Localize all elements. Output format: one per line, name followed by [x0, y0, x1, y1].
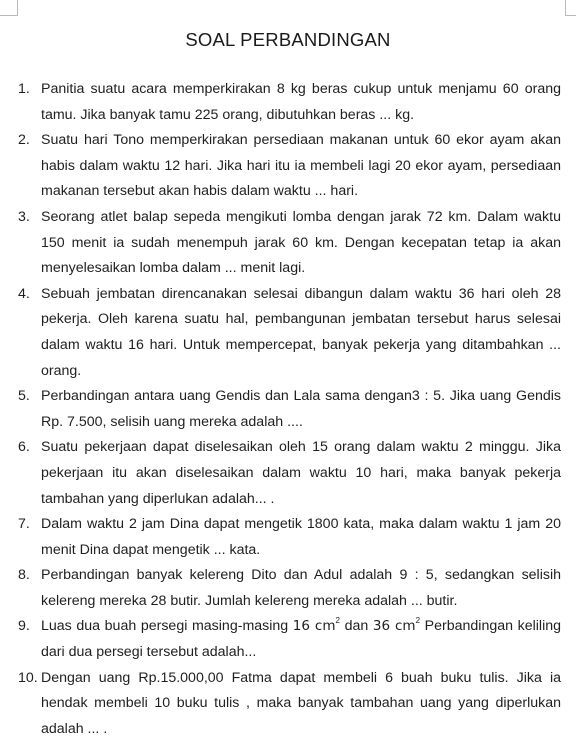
question-item-8 [18, 563, 561, 614]
question-item-1 [18, 77, 561, 128]
question-text: Perbandingan antara uang Gendis dan Lala sama dengan3 : 5. Jika uang Gendis Rp. 7.500, selisih uang mereka adalah .... [41, 388, 561, 430]
area-value-2: 36 cm [372, 618, 416, 635]
question-list [18, 77, 561, 742]
question-item-10 [18, 666, 561, 743]
question-text: Dalam waktu 2 jam Dina dapat mengetik 1800 kata, maka dalam waktu 1 jam 20 menit Dina dapat mengetik ... kata. [41, 516, 561, 558]
question-text: Suatu hari Tono memperkirakan persediaan makanan untuk 60 ekor ayam akan habis dalam waktu 12 hari. Jika hari itu ia membeli lagi 20 ekor ayam, persediaan makanan tersebut akan habis dalam waktu ... hari. [41, 132, 561, 200]
question-text: Suatu pekerjaan dapat diselesaikan oleh 15 orang dalam waktu 2 minggu. Jika pekerjaan itu akan diselesaikan dalam waktu 10 hari, maka banyak pekerja tambahan yang diperlukan adalah... . [41, 439, 561, 507]
question-number: 7. [18, 516, 30, 533]
question-number: 10. [18, 669, 38, 686]
question-text: Panitia suatu acara memperkirakan 8 kg beras cukup untuk menjamu 60 orang tamu. Jika banyak tamu 225 orang, dibutuhkan beras ... kg. [41, 81, 561, 123]
question-text-start: Luas dua buah persegi masing-masing [41, 618, 293, 635]
question-number: 8. [18, 567, 30, 584]
question-number: 4. [18, 285, 30, 302]
question-text-mid: dan [339, 618, 373, 635]
page-corner-mark-left [0, 0, 18, 16]
area-exponent-1: 2 [335, 616, 340, 626]
question-number: 3. [18, 208, 30, 225]
question-text: Perbandingan banyak kelereng Dito dan Adul adalah 9 : 5, sedangkan selisih kelereng mereka 28 butir. Jumlah kelereng mereka adalah ... butir. [41, 567, 561, 609]
area-exponent-2: 2 [415, 616, 421, 626]
question-item-7 [18, 512, 561, 563]
question-item-6 [18, 435, 561, 512]
question-number: 2. [18, 132, 30, 149]
question-item-4 [18, 282, 561, 384]
question-number: 5. [18, 388, 30, 405]
question-item-2 [18, 128, 561, 205]
area-value-1: 16 cm [292, 618, 336, 635]
page-corner-mark-right [565, 0, 576, 16]
question-number: 6. [18, 439, 30, 456]
question-text-end: Perbandingan keliling dari dua persegi tersebut adalah... [41, 618, 561, 661]
question-number: 9. [18, 618, 30, 635]
document-title: SOAL PERBANDINGAN [185, 29, 391, 50]
question-item-3 [18, 205, 561, 282]
question-text: Dengan uang Rp.15.000,00 Fatma dapat membeli 6 buah buku tulis. Jika ia hendak membeli 10 buku tulis , maka banyak tambahan uang yang diperlukan adalah ... . [41, 669, 561, 737]
question-item-9 [18, 614, 561, 665]
question-item-5 [18, 384, 561, 435]
question-text: Sebuah jembatan direncanakan selesai dibangun dalam waktu 36 hari oleh 28 pekerja. Oleh karena suatu hal, pembangunan jembatan tersebut harus selesai dalam waktu 16 hari. Untuk mempercepat, banyak pekerja yang ditambahkan ... orang. [41, 285, 561, 379]
question-number: 1. [18, 81, 30, 97]
question-text: Seorang atlet balap sepeda mengikuti lomba dengan jarak 72 km. Dalam waktu 150 menit ia sudah menempuh jarak 60 km. Dengan kecepatan tetap ia akan menyelesaikan lomba dalam ... menit lagi. [41, 208, 561, 277]
